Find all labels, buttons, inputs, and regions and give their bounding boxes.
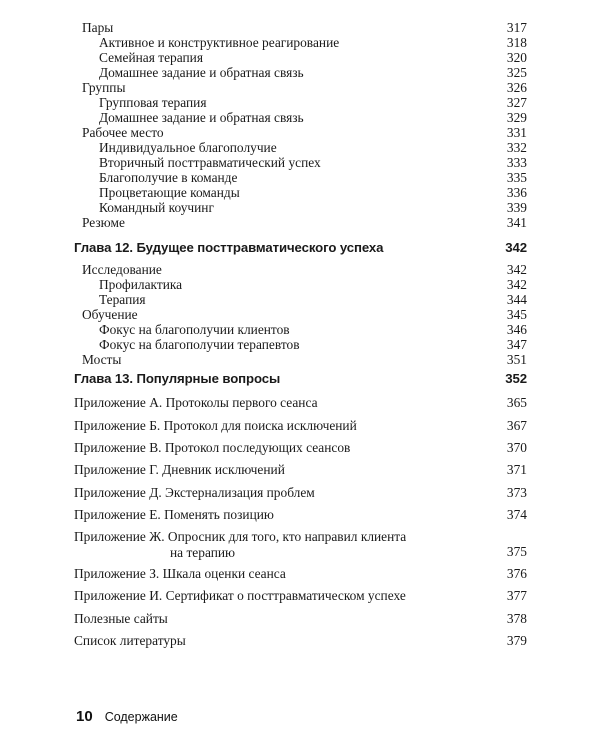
- toc-appendix-title: Приложение А. Протоколы первого сеанса: [74, 395, 318, 410]
- toc-appendix-page: 374: [506, 507, 527, 522]
- toc-appendix-page: 367: [506, 418, 527, 433]
- toc-appendix-title: Приложение З. Шкала оценки сеанса: [74, 566, 286, 581]
- toc-appendix-title: Приложение В. Протокол последующих сеансов: [74, 440, 351, 455]
- toc-entry-title: Фокус на благополучии терапевтов: [99, 337, 300, 352]
- toc-entry-title: Индивидуальное благополучие: [99, 140, 277, 155]
- toc-chapter-page: 352: [505, 371, 527, 386]
- toc-appendix-page: 377: [506, 588, 527, 603]
- toc-entry-title: Резюме: [82, 215, 125, 230]
- toc-appendix-page: 376: [506, 566, 527, 581]
- toc-entry-title: Список литературы: [74, 633, 186, 648]
- toc-chapter-title: Глава 13. Популярные вопросы: [74, 371, 281, 386]
- toc-entry-title: Благополучие в команде: [99, 170, 238, 185]
- toc-entry-title: Активное и конструктивное реагирование: [99, 35, 340, 50]
- toc-entry-title: Мосты: [82, 352, 122, 367]
- toc-entry-page: 335: [506, 170, 527, 185]
- toc-appendix-page: 375: [506, 544, 527, 559]
- toc-appendix-page: 373: [506, 485, 527, 500]
- toc-entry-page: 326: [506, 80, 527, 95]
- toc-entry-title: Терапия: [99, 292, 146, 307]
- toc-entry-title: Профилактика: [99, 277, 183, 292]
- toc-appendix-title: Приложение Г. Дневник исключений: [74, 462, 285, 477]
- toc-entry-page: 331: [506, 125, 527, 140]
- toc-entry-title: Полезные сайты: [74, 611, 168, 626]
- toc-chapter-page: 342: [505, 240, 527, 255]
- toc-entry-page: 351: [506, 352, 527, 367]
- toc-chapter-title: Глава 12. Будущее посттравматического успеха: [74, 240, 384, 255]
- toc-entry-title: Процветающие команды: [99, 185, 240, 200]
- page-footer: [76, 708, 178, 726]
- toc-appendix-page: 371: [506, 462, 527, 477]
- toc-entry-title: Семейная терапия: [99, 50, 203, 65]
- toc-entry-page: 346: [506, 322, 527, 337]
- toc-entry-page: 345: [506, 307, 527, 322]
- toc-entry-page: 344: [506, 292, 527, 307]
- toc-entry-title: Группы: [82, 80, 126, 95]
- toc-entry-page: 320: [506, 50, 527, 65]
- toc-entry-title: Вторичный посттравматический успех: [99, 155, 321, 170]
- toc-entry-page: 332: [506, 140, 527, 155]
- toc-entry-title: Рабочее место: [82, 125, 164, 140]
- toc-entry-page: 333: [506, 155, 527, 170]
- toc-entry-page: 379: [506, 633, 527, 648]
- toc-appendix-page: 365: [506, 395, 527, 410]
- toc-entry-page: 329: [506, 110, 527, 125]
- toc-appendix-title: Приложение Е. Поменять позицию: [74, 507, 274, 522]
- toc-entry-title: Пары: [82, 20, 114, 35]
- toc-appendix-page: 370: [506, 440, 527, 455]
- toc-entry-title: Исследование: [82, 262, 162, 277]
- toc-entry-page: 325: [506, 65, 527, 80]
- toc-appendix-title: Приложение И. Сертификат о посттравматическом успехе: [74, 588, 406, 603]
- toc-entry-title: Домашнее задание и обратная связь: [99, 65, 304, 80]
- toc-entry-title: Командный коучинг: [99, 200, 214, 215]
- toc-appendix-title-continued: на терапию: [170, 545, 236, 560]
- toc-entry-title: Домашнее задание и обратная связь: [99, 110, 304, 125]
- toc-appendix-title: Приложение Ж. Опросник для того, кто направил клиента: [74, 529, 407, 544]
- toc-entry-page: 342: [506, 277, 527, 292]
- toc-entry-page: 317: [506, 20, 527, 35]
- page-number: 10: [76, 708, 93, 725]
- toc-appendix-title: Приложение Д. Экстернализация проблем: [74, 485, 315, 500]
- toc-entry-page: 347: [506, 337, 527, 352]
- running-footer-label: Содержание: [104, 710, 178, 724]
- toc-entry-title: Обучение: [82, 307, 138, 322]
- toc-entry-page: 378: [506, 611, 527, 626]
- toc-entry-page: 318: [506, 35, 527, 50]
- toc-entry-page: 336: [506, 185, 527, 200]
- toc-entry-page: 327: [506, 95, 527, 110]
- toc-entry-page: 342: [506, 262, 527, 277]
- toc-entry-page: 339: [506, 200, 527, 215]
- toc-entry-page: 341: [506, 215, 527, 230]
- toc-entry-title: Фокус на благополучии клиентов: [99, 322, 290, 337]
- toc-entry-title: Групповая терапия: [99, 95, 207, 110]
- toc-appendix-title: Приложение Б. Протокол для поиска исключений: [74, 418, 357, 433]
